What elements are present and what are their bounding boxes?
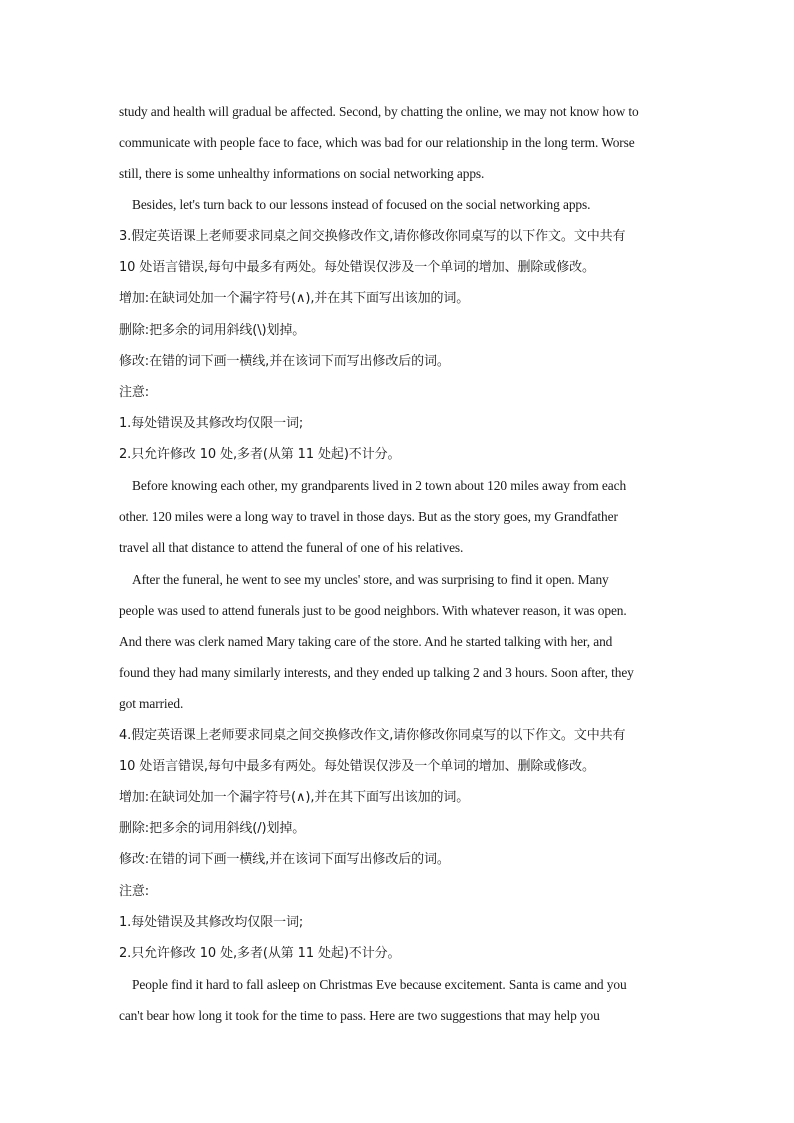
text-line: 10 处语言错误,每句中最多有两处。每处错误仅涉及一个单词的增加、删除或修改。 [119, 260, 595, 275]
question-4-heading: 4.假定英语课上老师要求同桌之间交换修改作文,请你修改你同桌写的以下作文。文中共有 [119, 728, 626, 743]
text-line: can't bear how long it took for the time to pass. Here are two suggestions that may help you [119, 1008, 600, 1023]
text-line: 删除:把多余的词用斜线(/)划掉。 [119, 821, 306, 836]
text-line: got married. [119, 696, 184, 711]
text-line: Besides, let's turn back to our lessons instead of focused on the social networking apps. [132, 197, 591, 212]
text-line: 修改:在错的词下画一横线,并在该词下而写出修改后的词。 [119, 354, 450, 369]
text-line: 2.只允许修改 10 处,多者(从第 11 处起)不计分。 [119, 447, 401, 462]
text-line: 1.每处错误及其修改均仅限一词; [119, 915, 304, 930]
text-line: 增加:在缺词处加一个漏字符号(∧),并在其下面写出该加的词。 [119, 291, 470, 306]
text-line: Before knowing each other, my grandparents lived in 2 town about 120 miles away from each [132, 478, 627, 493]
text-line: People find it hard to fall asleep on Christmas Eve because excitement. Santa is came and you [132, 977, 627, 992]
text-line: 增加:在缺词处加一个漏字符号(∧),并在其下面写出该加的词。 [119, 790, 470, 805]
text-line: 注意: [119, 884, 150, 899]
question-3-heading: 3.假定英语课上老师要求同桌之间交换修改作文,请你修改你同桌写的以下作文。文中共有 [119, 229, 626, 244]
text-line: And there was clerk named Mary taking care of the store. And he started talking with her, and [119, 634, 613, 649]
text-line: travel all that distance to attend the funeral of one of his relatives. [119, 540, 464, 555]
text-line: study and health will gradual be affected. Second, by chatting the online, we may not know how to [119, 104, 639, 119]
text-line: communicate with people face to face, which was bad for our relationship in the long term. Worse [119, 135, 635, 150]
text-line: 注意: [119, 385, 150, 400]
text-line: still, there is some unhealthy informations on social networking apps. [119, 166, 485, 181]
text-line: people was used to attend funerals just to be good neighbors. With whatever reason, it was open. [119, 603, 627, 618]
text-line: 2.只允许修改 10 处,多者(从第 11 处起)不计分。 [119, 946, 401, 961]
text-line: other. 120 miles were a long way to travel in those days. But as the story goes, my Grandfather [119, 509, 618, 524]
text-line: 修改:在错的词下画一横线,并在该词下面写出修改后的词。 [119, 852, 450, 867]
text-line: 1.每处错误及其修改均仅限一词; [119, 416, 304, 431]
text-line: 删除:把多余的词用斜线(\)划掉。 [119, 323, 306, 338]
text-line: found they had many similarly interests, and they ended up talking 2 and 3 hours. Soon after, they [119, 665, 634, 680]
text-line: After the funeral, he went to see my uncles' store, and was surprising to find it open. Many [132, 572, 609, 587]
text-line: 10 处语言错误,每句中最多有两处。每处错误仅涉及一个单词的增加、删除或修改。 [119, 759, 595, 774]
